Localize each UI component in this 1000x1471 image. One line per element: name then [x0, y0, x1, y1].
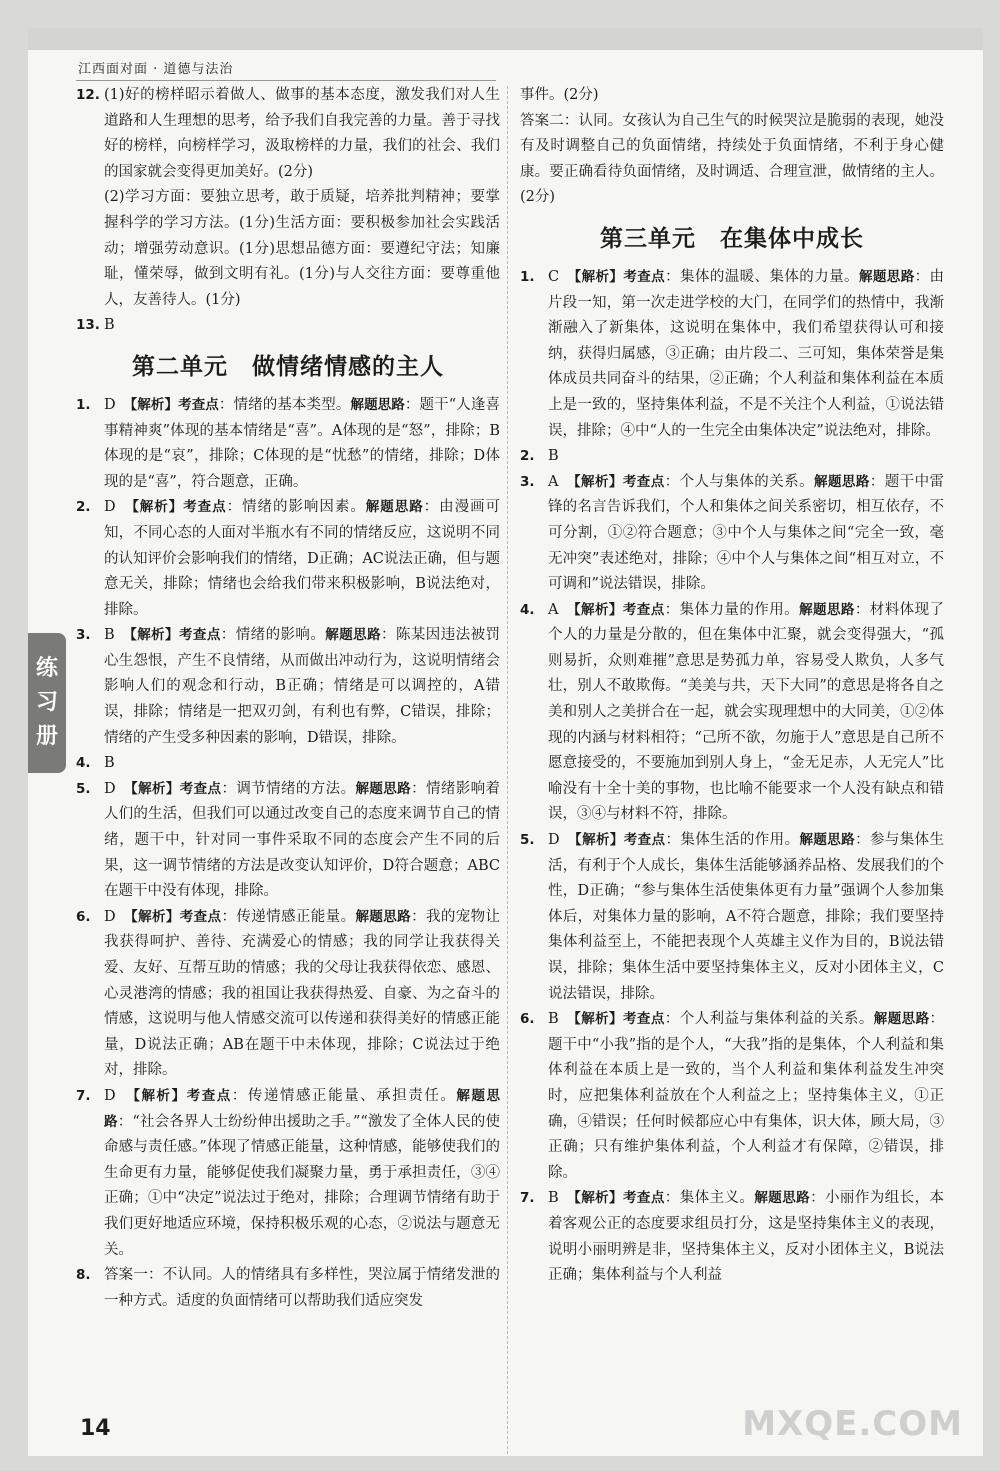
answer-choice: C [548, 268, 575, 285]
analysis-tag: 【解析】 [574, 1011, 623, 1028]
unit3-answer-6 [520, 1007, 944, 1186]
column-divider [507, 86, 508, 1454]
solution-label: 解题思路 [355, 780, 412, 797]
answer-12-part1: (1)好的榜样昭示着做人、做事的基本态度，激发我们对人生道路和人生理想的思考，给予我们自我完善的力量。善于寻找好的榜样，向榜样学习，汲取榜样的力量，我们的社会、我们的国家就会变得更加美好。(2分) [104, 87, 500, 180]
item-number: 2. [76, 499, 91, 516]
page-number: 14 [80, 1416, 111, 1441]
answer-12-part2: (2)学习方面：要独立思考，敢于质疑，培养批判精神；要掌握科学的学习方法。(1分)生活方面：要积极参加社会实践活动；增强劳动意识。(1分)思想品德方面：要遵纪守法；知廉耻，懂荣辱，做到文明有礼。(1分)与人交往方面：要尊重他人，友善待人。(1分) [104, 189, 500, 308]
analysis-tag: 【解析】 [130, 908, 180, 925]
running-header: 江西面对面 · 道德与法治 [78, 62, 234, 77]
solution-text: ：陈某因违法被罚心生怨恨，产生不良情绪，从而做出冲动行为，这说明情绪会影响人们的观念和行动，B正确；情绪是可以调控的，A错误，排除；情绪是一把双刃剑，有利也有弊，C错误，排除；情绪的产生受多种因素的影响，D错误，排除。 [104, 627, 501, 746]
topic-label: 考查点 [622, 601, 665, 618]
item-number: 6. [76, 908, 91, 925]
item-number: 13. [76, 317, 100, 334]
analysis-tag: 【解析】 [574, 1190, 623, 1207]
unit2-answer-8 [76, 1263, 500, 1314]
watermark: MXQE.COM [742, 1404, 963, 1444]
item-number: 1. [520, 268, 535, 285]
right-column [520, 83, 944, 1289]
unit-2-title: 第二单元 做情绪情感的主人 [132, 353, 444, 380]
analysis-tag: 【解析】 [132, 499, 184, 516]
solution-text: ：题干中“小我”指的是个人，“大我”指的是集体，个人利益和集体利益在本质上是一致的，当个人利益和集体利益发生冲突时，应把集体利益放在个人利益之上；坚持集体主义，①正确，④错误；任何时候都应心中有集体，识大体，顾大局，③正确；只有维护集体利益，个人利益才有保障，②错误，排除。 [548, 1011, 945, 1181]
item-number: 6. [520, 1011, 535, 1028]
item-number: 7. [76, 1087, 91, 1104]
topic-label: 考查点 [178, 396, 219, 413]
solution-text: ：题干中雷锋的名言告诉我们，个人和集体之间关系密切，相互依存，不可分割，①②符合题意；③中个人与集体之间“完全一致，毫无冲突”表述绝对，排除；④中个人与集体之间“相互对立，不可调和”说法错误，排除。 [548, 473, 945, 593]
continued-text: 事件。(2分) [520, 87, 599, 103]
solution-label: 解题思路 [365, 499, 424, 516]
alternate-answer: 答案二：认同。女孩认为自己生气的时候哭泣是脆弱的表现，她没有及时调整自己的负面情绪，持续处于负面情绪，不利于身心健康。要正确看待负面情绪，及时调适、合理宣泄，做情绪的主人。(2分) [520, 112, 944, 206]
unit3-answer-2 [520, 444, 944, 470]
unit2-answer-1 [76, 393, 500, 495]
solution-label: 解题思路 [355, 908, 412, 925]
solution-label: 解题思路 [325, 627, 382, 644]
answer-12 [76, 83, 500, 313]
analysis-tag: 【解析】 [573, 601, 623, 618]
solution-text: ：题干“人逢喜事精神爽”体现的基本情绪是“喜”。A体现的是“怒”，排除；B体现的是“哀”，排除；C体现的是“忧愁”的情绪，排除；D体现的是“喜”，符合题意，正确。 [104, 396, 501, 490]
answer-text: B [104, 317, 115, 334]
topic-text: ：集体的温暖、集体的力量。 [665, 268, 859, 285]
solution-text: ：参与集体生活，有利于个人成长，集体生活能够涵养品格、发展我们的个性，D正确；“参与集体生活使集体更有力量”强调个人参加集体后，对集体力量的影响，A不符合题意，排除；我们要坚持集体利益至上，不能把表现个人英雄主义作为目的，B说法错误，排除；集体生活中要坚持集体主义，反对小团体主义，C说法错误，排除。 [548, 832, 945, 1002]
topic-label: 考查点 [183, 499, 227, 516]
topic-label: 考查点 [623, 832, 666, 849]
item-number: 4. [76, 755, 91, 772]
unit2-answer-2 [76, 495, 500, 623]
topic-text: ：情绪的影响。 [220, 627, 326, 644]
solution-label: 解题思路 [350, 396, 405, 413]
item-number: 1. [76, 396, 91, 413]
solution-label: 解题思路 [104, 1087, 501, 1130]
header-divider [76, 80, 496, 81]
unit3-answer-1 [520, 265, 944, 444]
analysis-tag: 【解析】 [130, 396, 179, 413]
solution-label: 解题思路 [799, 832, 856, 849]
solution-text: ：我的宠物让我获得呵护、善待、充满爱心的情感；我的同学让我获得关爱、友好、互帮互助的情感；我的父母让我获得依恋、感恩、心灵港湾的情感；我的祖国让我获得热爱、自豪、为之奋斗的情感，这说明与他人情感交流可以传递和获得美好的情感正能量，D说法正确；AB在题干中未体现，排除；C说法过于绝对，排除。 [104, 908, 501, 1079]
topic-text: ：个人利益与集体利益的关系。 [664, 1011, 874, 1028]
topic-label: 考查点 [623, 268, 666, 285]
topic-label: 考查点 [622, 1011, 665, 1028]
side-tab-char: 习 [35, 690, 58, 715]
answer-choice: D [104, 780, 131, 797]
answer-choice: A [548, 601, 574, 618]
answer-13 [76, 313, 500, 339]
answer-choice: B [104, 627, 131, 644]
left-column [76, 83, 500, 1314]
solution-text: ：情绪影响着人们的生活，但我们可以通过改变自己的态度来调节自己的情绪，题干中，针对同一事件采取不同的态度会产生不同的后果，这一调节情绪的方法是改变认知评价，D符合题意；ABC在题干中没有体现，排除。 [104, 780, 501, 900]
topic-text: ：个人与集体的关系。 [664, 473, 815, 490]
answer-choice: D [104, 396, 131, 413]
unit2-answer-6 [76, 905, 500, 1084]
topic-label: 考查点 [179, 908, 222, 925]
side-tab-char: 练 [35, 656, 58, 681]
analysis-tag: 【解析】 [573, 473, 623, 490]
item-number: 12. [76, 87, 100, 103]
unit2-answer-5 [76, 777, 500, 905]
analysis-tag: 【解析】 [130, 780, 180, 797]
topic-label: 考查点 [186, 1087, 232, 1104]
side-tab-char: 册 [35, 724, 58, 749]
item-number: 5. [520, 832, 535, 849]
topic-label: 考查点 [622, 473, 665, 490]
solution-text: ：由片段一知，第一次走进学校的大门，在同学们的热情中，我渐渐融入了新集体，这说明在集体中，我们希望获得认可和接纳，获得归属感，③正确；由片段二、三可知，集体荣誉是集体成员共同奋斗的结果，②正确；个人利益和集体利益在本质上是一致的，坚持集体利益，不是不关注个人利益，①说法错误，排除；④中“人的一生完全由集体决定”说法绝对，排除。 [548, 268, 945, 439]
answer-choice: B [548, 1190, 575, 1207]
answer-choice: D [548, 832, 575, 849]
answer-text: B [104, 755, 115, 772]
analysis-tag: 【解析】 [133, 1087, 187, 1104]
unit3-answer-3 [520, 470, 944, 598]
answer-choice: A [548, 473, 574, 490]
page [28, 28, 983, 1456]
answer-choice: D [104, 908, 131, 925]
topic-text: ：情绪的基本类型。 [218, 396, 351, 413]
unit-3-title: 第三单元 在集体中成长 [600, 225, 864, 252]
item-number: 2. [520, 448, 535, 465]
unit2-answer-4 [76, 751, 500, 777]
unit2-answer-7 [76, 1084, 500, 1263]
item-number: 7. [520, 1190, 535, 1207]
answer-choice: D [104, 1087, 134, 1104]
topic-label: 考查点 [179, 780, 222, 797]
unit3-answer-5 [520, 828, 944, 1007]
topic-text: ：传递情感正能量、承担责任。 [231, 1087, 457, 1104]
analysis-tag: 【解析】 [130, 627, 179, 644]
item-number: 3. [520, 473, 535, 490]
topic-text: ：集体主义。 [664, 1190, 755, 1207]
unit2-answer-3 [76, 623, 500, 751]
solution-text: ：由漫画可知，不同心态的人面对半瓶水有不同的情绪反应，这说明不同的认知评价会影响我们的情绪，D正确；AC说法正确，但与题意无关，排除；情绪也会给我们带来积极影响，B说法绝对，排除。 [104, 499, 501, 618]
item-number: 3. [76, 627, 91, 644]
analysis-tag: 【解析】 [574, 832, 624, 849]
topic-text: ：集体生活的作用。 [665, 832, 800, 849]
solution-label: 解题思路 [814, 473, 870, 490]
solution-label: 解题思路 [873, 1011, 930, 1028]
topic-text: ：集体力量的作用。 [664, 601, 800, 618]
solution-text: ：材料体现了个人的力量是分散的，但在集体中汇聚，就会变得强大，“孤则易折，众则难摧”意思是势孤力单，容易受人欺负，人多气壮，别人不敢欺侮。“美美与共，天下大同”的意思是将各自之美和别人之美拼合在一起，就会实现理想中的大同美，①②体现的内涵与材料相符；“己所不欲，勿施于人”意思是自己所不愿意接受的，不要施加到别人身上，“金无足赤，人无完人”比喻没有十全十美的事物，也比喻不能要求一个人没有缺点和错误，③④与材料不符，排除。 [548, 601, 945, 823]
answer-choice: B [548, 1011, 575, 1028]
solution-label: 解题思路 [799, 601, 855, 618]
top-scan-edge [28, 28, 983, 50]
answer-text: B [548, 448, 559, 465]
solution-label: 解题思路 [858, 268, 915, 285]
answer-text: 答案一：不认同。人的情绪具有多样性，哭泣属于情绪发泄的一种方式。适度的负面情绪可以帮助我们适应突发 [104, 1267, 500, 1309]
analysis-tag: 【解析】 [574, 268, 624, 285]
item-number: 4. [520, 601, 535, 618]
item-number: 8. [76, 1267, 91, 1284]
solution-label: 解题思路 [754, 1190, 811, 1207]
side-tab-workbook [28, 633, 66, 773]
topic-text: ：调节情绪的方法。 [221, 780, 356, 797]
topic-label: 考查点 [622, 1190, 665, 1207]
topic-label: 考查点 [178, 627, 221, 644]
unit3-answer-4 [520, 598, 944, 828]
topic-text: ：情绪的影响因素。 [226, 499, 366, 516]
unit2-answer-8-continued [520, 83, 944, 211]
item-number: 5. [76, 780, 91, 797]
unit3-answer-7 [520, 1186, 944, 1288]
answer-choice: D [104, 499, 133, 516]
solution-text: ：小丽作为组长，本着客观公正的态度要求组员打分，这是坚持集体主义的表现，说明小丽明辨是非，坚持集体主义，反对小团体主义，B说法正确；集体利益与个人利益 [548, 1190, 945, 1284]
topic-text: ：传递情感正能量。 [221, 908, 356, 925]
solution-text: ：“社会各界人士纷纷伸出援助之手。”“激发了全体人民的使命感与责任感。”体现了情感正能量，这种情感，能够使我们的生命更有力量，能够促使我们凝聚力量，勇于承担责任，③④正确；①中“决定”说法过于绝对，排除；合理调节情绪有助于我们更好地适应环境，保持积极乐观的心态，②说法与题意无关。 [104, 1113, 500, 1258]
